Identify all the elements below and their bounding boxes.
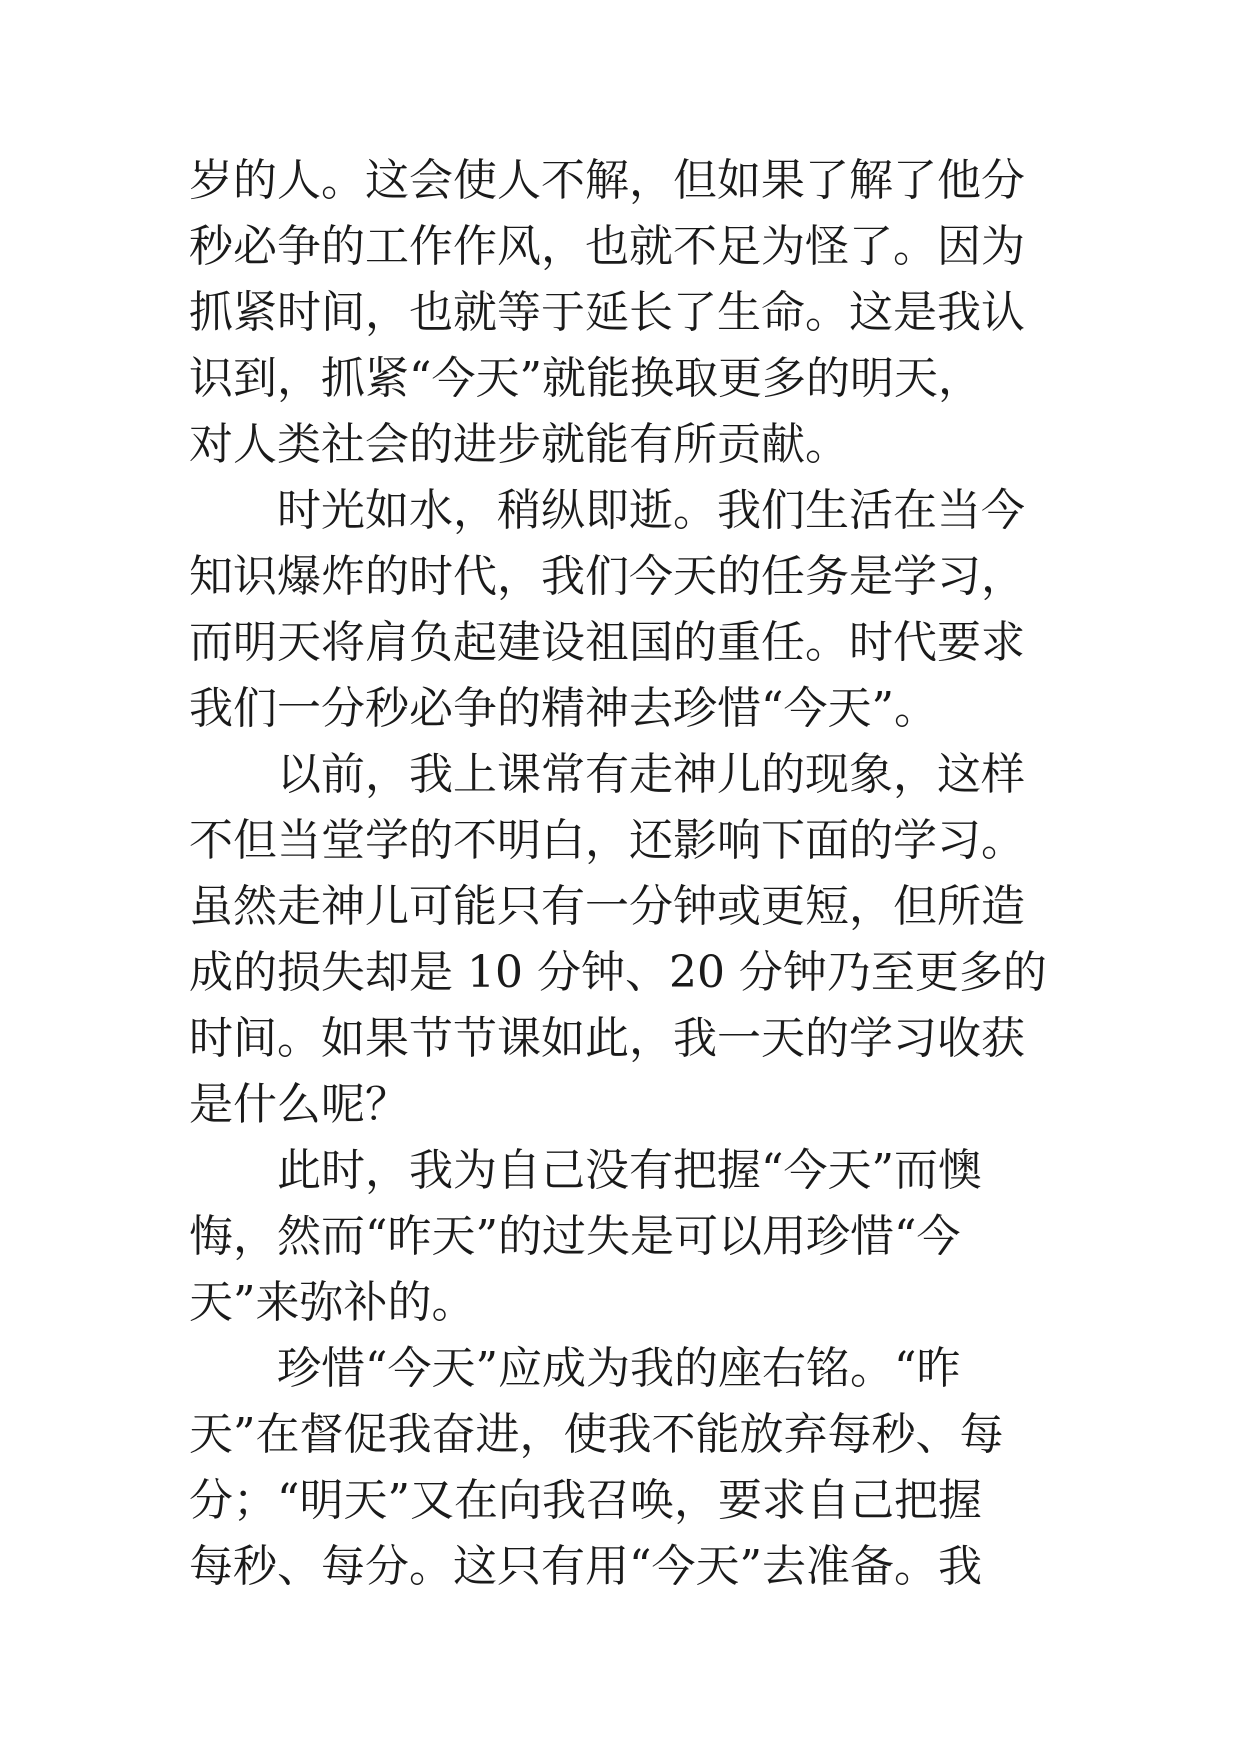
paragraph-start-line: 珍惜“今天”应成为我的座右铭。“昨: [277, 1343, 961, 1394]
text-line: 对人类社会的进步就能有所贡献。: [189, 419, 849, 470]
text-line: 每秒、每分。这只有用“今天”去准备。我: [189, 1541, 982, 1592]
text-line: 识到，抓紧“今天”就能换取更多的明天，: [189, 353, 982, 404]
text-line: 知识爆炸的时代，我们今天的任务是学习，: [189, 551, 1025, 602]
text-line: 秒必争的工作作风，也就不足为怪了。因为: [189, 221, 1025, 272]
text-line: 天”来弥补的。: [189, 1277, 476, 1328]
body-text: [189, 148, 1069, 1600]
text-line: 分；“明天”又在向我召唤，要求自己把握: [189, 1475, 982, 1526]
text-line: 成的损失却是 10 分钟、20 分钟乃至更多的: [189, 947, 1047, 998]
text-line: 抓紧时间，也就等于延长了生命。这是我认: [189, 287, 1025, 338]
text-line: 不但当堂学的不明白，还影响下面的学习。: [189, 815, 1025, 866]
paragraph-start-line: 以前，我上课常有走神儿的现象，这样: [277, 749, 1025, 800]
text-line: 悔，然而“昨天”的过失是可以用珍惜“今: [189, 1211, 961, 1262]
text-line: 虽然走神儿可能只有一分钟或更短，但所造: [189, 881, 1025, 932]
paragraph-start-line: 时光如水，稍纵即逝。我们生活在当今: [277, 485, 1025, 536]
text-line: 天”在督促我奋进，使我不能放弃每秒、每: [189, 1409, 1004, 1460]
text-line: 是什么呢？: [189, 1079, 409, 1130]
text-line: 岁的人。这会使人不解，但如果了解了他分: [189, 155, 1025, 206]
text-line: 时间。如果节节课如此，我一天的学习收获: [189, 1013, 1025, 1064]
text-line: 而明天将肩负起建设祖国的重任。时代要求: [189, 617, 1025, 668]
text-line: 我们一分秒必争的精神去珍惜“今天”。: [189, 683, 938, 734]
paragraph-start-line: 此时，我为自己没有把握“今天”而懊: [277, 1145, 982, 1196]
